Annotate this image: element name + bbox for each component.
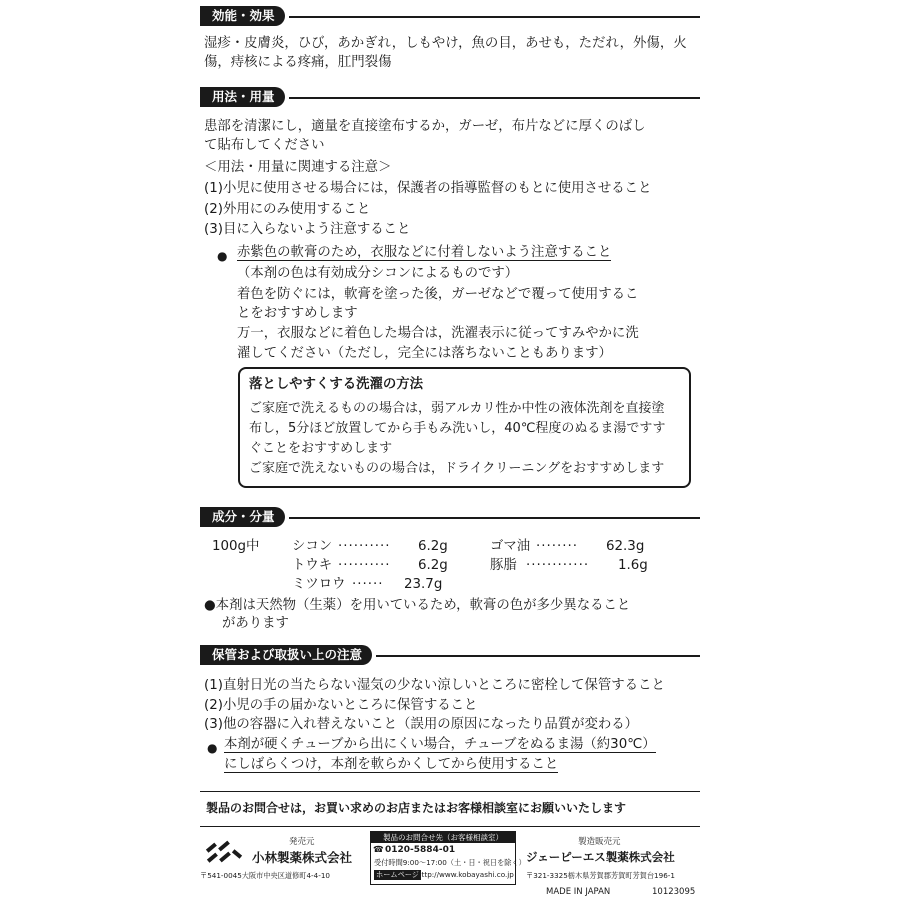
seller-label: 発売元 xyxy=(289,837,315,847)
ingredient-amount: 23.7g xyxy=(404,577,443,592)
maker-name: ジェーピーエス製薬株式会社 xyxy=(526,850,675,864)
precaution-item: (2)外用にのみ使用すること xyxy=(204,202,371,217)
consultation-phone[interactable]: 0120-5884-01 xyxy=(385,845,456,855)
section-header-usage xyxy=(200,87,700,107)
section-header-ingredients xyxy=(200,507,700,527)
divider xyxy=(289,97,700,99)
ingredients-note-line: があります xyxy=(222,616,289,631)
section-title-efficacy: 効能・効果 xyxy=(200,6,285,26)
precaution-title: ＜用法・用量に関連する注意＞ xyxy=(204,160,392,175)
leader-dots: ·········· xyxy=(338,558,391,573)
ingredient-amount: 1.6g xyxy=(618,558,648,573)
section-title-storage: 保管および取扱い上の注意 xyxy=(200,645,372,665)
section-title-ingredients: 成分・分量 xyxy=(200,507,285,527)
leader-dots: ······ xyxy=(352,577,384,592)
divider xyxy=(289,16,700,18)
efficacy-line: 湿疹・皮膚炎，ひび，あかぎれ，しもやけ，魚の目，あせも，ただれ，外傷，火 xyxy=(204,36,687,51)
consultation-box xyxy=(370,831,526,885)
seller-name: 小林製薬株式会社 xyxy=(252,850,353,865)
usage-line: 患部を清潔にし，適量を直接塗布するか，ガーゼ，布片などに厚くのばし xyxy=(204,119,646,134)
efficacy-line: 傷，痔核による疼痛，肛門裂傷 xyxy=(204,55,392,70)
maker-address: 〒321-3325栃木県芳賀郡芳賀町芳賀台196-1 xyxy=(526,871,675,880)
washing-box-line: ぐことをおすすめします xyxy=(249,441,393,456)
ingredients-note-line: ●本剤は天然物（生薬）を用いているため，軟膏の色が多少異なること xyxy=(204,598,631,613)
consultation-web[interactable]: http://www.kobayashi.co.jp xyxy=(417,870,514,879)
ingredient-name: ミツロウ xyxy=(292,577,346,592)
storage-bullet-line: 本剤が硬くチューブから出にくい場合，チューブをぬるま湯（約30℃） xyxy=(224,737,656,752)
footer-divider xyxy=(200,791,700,792)
footer-divider xyxy=(200,826,700,827)
divider xyxy=(289,517,700,519)
precaution-item: (1)小児に使用させる場合には，保護者の指導監督のもとに使用させること xyxy=(204,181,652,196)
color-note-line: 着色を防ぐには，軟膏を塗った後，ガーゼなどで覆って使用するこ xyxy=(237,287,639,302)
maker-label: 製造販売元 xyxy=(578,837,621,847)
bullet-icon: ● xyxy=(217,249,228,263)
washing-method-box xyxy=(238,367,691,488)
ingredient-name: トウキ xyxy=(292,558,333,573)
inquiry-text: 製品のお問合せは，お買い求めのお店またはお客様相談室にお願いいたします xyxy=(206,801,627,815)
color-note-line: とをおすすめします xyxy=(237,306,358,321)
color-note-line: 万一，衣服などに着色した場合は，洗濯表示に従ってすみやかに洗 xyxy=(237,326,639,341)
phone-icon: ☎ xyxy=(373,845,384,855)
leader-dots: ············ xyxy=(526,558,590,573)
section-header-efficacy xyxy=(200,6,700,26)
color-note-line: （本剤の色は有効成分シコンによるものです） xyxy=(237,266,519,281)
web-label: ホームページ xyxy=(376,870,419,879)
consultation-title: 製品のお問合せ先（お客様相談室） xyxy=(371,832,515,843)
divider xyxy=(376,655,700,657)
seller-address: 〒541-0045大阪市中央区道修町4-4-10 xyxy=(200,871,330,880)
washing-box-line: ご家庭で洗えるものの場合は，弱アルカリ性か中性の液体洗剤を直接塗 xyxy=(249,401,665,416)
storage-item: (2)小児の手の届かないところに保管すること xyxy=(204,698,478,713)
kobayashi-logo-icon xyxy=(204,840,244,866)
ingredient-name: ゴマ油 xyxy=(490,539,531,554)
ingredient-amount: 6.2g xyxy=(418,539,448,554)
section-title-usage: 用法・用量 xyxy=(200,87,285,107)
section-header-storage xyxy=(200,645,700,665)
usage-line: て貼布してください xyxy=(204,138,325,153)
precaution-item: (3)目に入らないよう注意すること xyxy=(204,222,411,237)
storage-bullet-line: にしばらくつけ，本剤を軟らかくしてから使用すること xyxy=(224,757,559,772)
storage-item: (1)直射日光の当たらない湿気の少ない涼しいところに密栓して保管すること xyxy=(204,678,665,693)
washing-box-line: 布し，5分ほど放置してから手もみ洗いし，40℃程度のぬるま湯ですす xyxy=(249,421,666,436)
leader-dots: ········ xyxy=(536,539,579,554)
color-note-line: 濯してください（ただし，完全には落ちないこともあります） xyxy=(237,346,612,361)
consultation-hours: 受付時間9:00〜17:00（土・日・祝日を除く） xyxy=(374,858,526,867)
ingredient-name: シコン xyxy=(292,539,333,554)
product-code: 10123095 xyxy=(652,887,696,897)
ingredient-amount: 62.3g xyxy=(606,539,645,554)
bullet-icon: ● xyxy=(207,741,218,755)
ingredients-basis: 100g中 xyxy=(212,539,260,554)
made-in: MADE IN JAPAN xyxy=(546,887,611,897)
package-insert xyxy=(200,0,700,900)
washing-box-line: ご家庭で洗えないものの場合は，ドライクリーニングをおすすめします xyxy=(249,461,665,476)
color-note-heading: 赤紫色の軟膏のため，衣服などに付着しないよう注意すること xyxy=(237,245,612,260)
ingredient-amount: 6.2g xyxy=(418,558,448,573)
storage-item: (3)他の容器に入れ替えないこと（誤用の原因になったり品質が変わる） xyxy=(204,717,639,732)
ingredient-name: 豚脂 xyxy=(490,558,517,573)
washing-box-title: 落としやすくする洗濯の方法 xyxy=(249,377,424,392)
leader-dots: ·········· xyxy=(338,539,391,554)
